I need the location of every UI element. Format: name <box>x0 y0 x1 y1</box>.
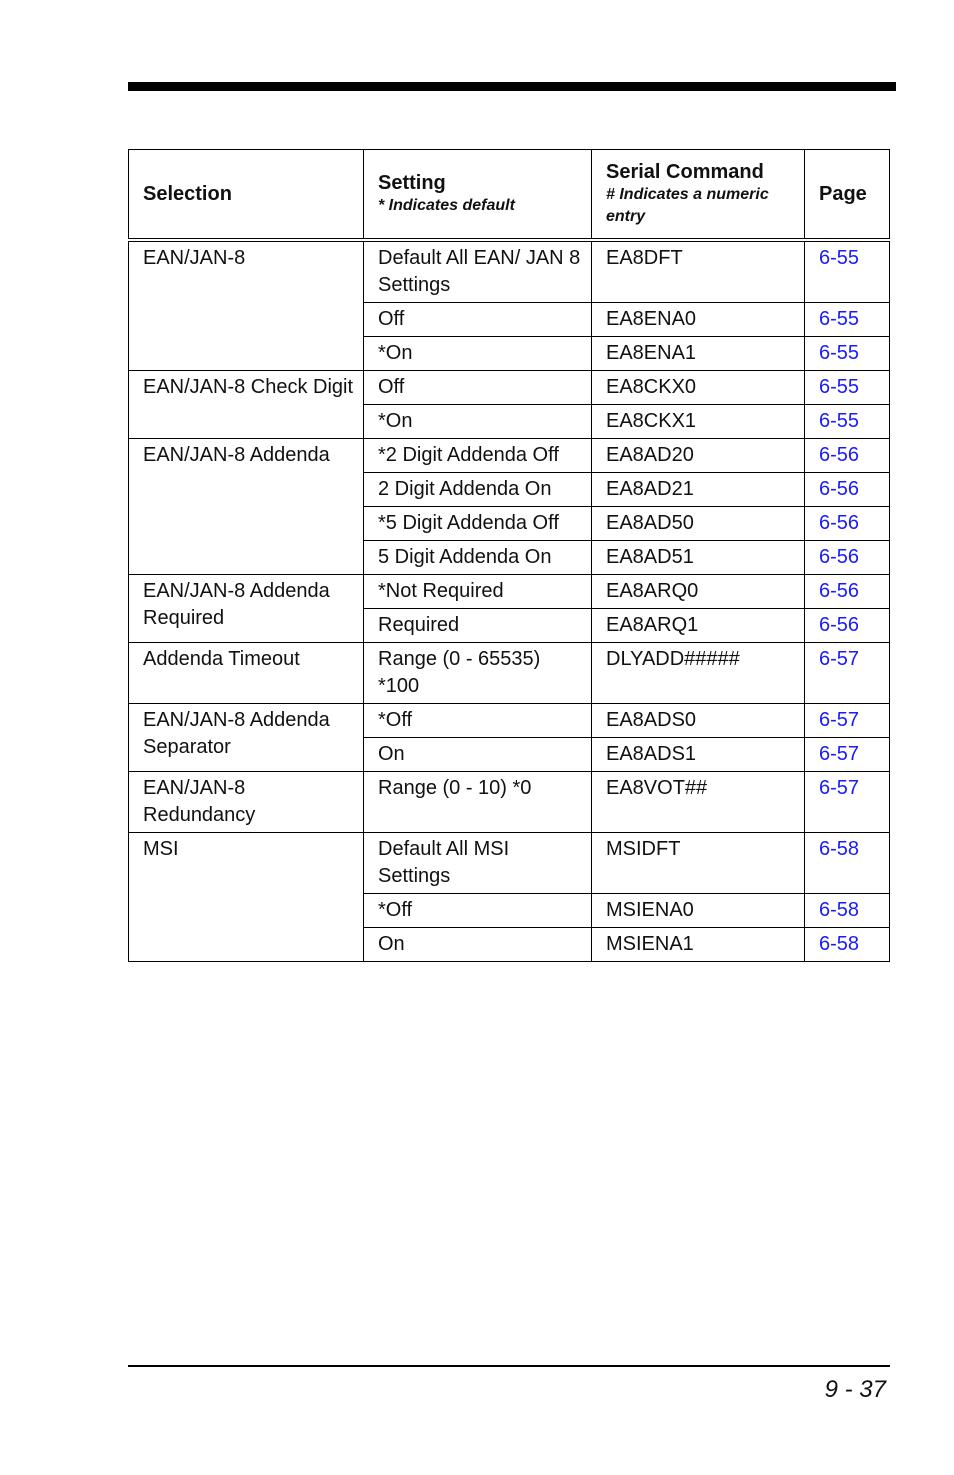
command-cell: EA8ENA1 <box>592 337 805 371</box>
selection-cell: MSI <box>129 833 364 962</box>
setting-cell: *On <box>364 405 592 439</box>
page-link[interactable]: 6-56 <box>805 439 890 473</box>
command-cell: MSIENA1 <box>592 928 805 962</box>
setting-cell: On <box>364 738 592 772</box>
page-link[interactable]: 6-55 <box>805 337 890 371</box>
header-selection: Selection <box>129 150 364 241</box>
table-row <box>129 575 890 609</box>
table-row <box>129 704 890 738</box>
serial-note: # Indicates a numeric entry <box>606 185 769 225</box>
command-cell: EA8ENA0 <box>592 303 805 337</box>
setting-cell: *Not Required <box>364 575 592 609</box>
header-serial-command: Serial Command # Indicates a numeric entry <box>592 150 805 241</box>
selection-cell: EAN/JAN-8 Addenda Required <box>129 575 364 643</box>
setting-cell: Default All MSI Settings <box>364 833 592 894</box>
selection-cell: Addenda Timeout <box>129 643 364 704</box>
setting-cell: *Off <box>364 894 592 928</box>
page-link[interactable]: 6-55 <box>805 405 890 439</box>
table-row <box>129 833 890 894</box>
command-cell: EA8AD50 <box>592 507 805 541</box>
setting-cell: *Off <box>364 704 592 738</box>
selection-cell: EAN/JAN-8 <box>129 240 364 371</box>
command-cell: MSIDFT <box>592 833 805 894</box>
page-link[interactable]: 6-55 <box>805 240 890 303</box>
command-cell: EA8DFT <box>592 240 805 303</box>
page-link[interactable]: 6-58 <box>805 894 890 928</box>
page-link[interactable]: 6-57 <box>805 772 890 833</box>
command-cell: EA8ARQ0 <box>592 575 805 609</box>
page-link[interactable]: 6-55 <box>805 371 890 405</box>
command-cell: EA8AD51 <box>592 541 805 575</box>
setting-cell: *2 Digit Addenda Off <box>364 439 592 473</box>
setting-cell: 2 Digit Addenda On <box>364 473 592 507</box>
setting-cell: Required <box>364 609 592 643</box>
selection-cell: EAN/JAN-8 Redundancy <box>129 772 364 833</box>
table-row <box>129 371 890 405</box>
page-link[interactable]: 6-56 <box>805 575 890 609</box>
page-link[interactable]: 6-56 <box>805 541 890 575</box>
table-row <box>129 643 890 704</box>
setting-cell: Off <box>364 303 592 337</box>
footer-rule <box>128 1365 890 1367</box>
selection-cell: EAN/JAN-8 Addenda <box>129 439 364 575</box>
command-cell: EA8CKX0 <box>592 371 805 405</box>
command-cell: EA8ARQ1 <box>592 609 805 643</box>
setting-cell: Range (0 - 65535) *100 <box>364 643 592 704</box>
command-cell: EA8AD20 <box>592 439 805 473</box>
command-cell: EA8AD21 <box>592 473 805 507</box>
command-cell: DLYADD##### <box>592 643 805 704</box>
header-rule <box>128 82 896 91</box>
setting-cell: Range (0 - 10) *0 <box>364 772 592 833</box>
command-cell: EA8ADS0 <box>592 704 805 738</box>
command-cell: EA8ADS1 <box>592 738 805 772</box>
page-link[interactable]: 6-56 <box>805 507 890 541</box>
page-link[interactable]: 6-55 <box>805 303 890 337</box>
table-row <box>129 240 890 303</box>
setting-cell: Off <box>364 371 592 405</box>
page-link[interactable]: 6-58 <box>805 833 890 894</box>
page-link[interactable]: 6-56 <box>805 473 890 507</box>
page-number: 9 - 37 <box>824 1376 886 1403</box>
selection-cell: EAN/JAN-8 Addenda Separator <box>129 704 364 772</box>
page-link[interactable]: 6-57 <box>805 643 890 704</box>
header-page: Page <box>805 150 890 241</box>
setting-cell: *On <box>364 337 592 371</box>
page-link[interactable]: 6-58 <box>805 928 890 962</box>
command-cell: MSIENA0 <box>592 894 805 928</box>
command-cell: EA8CKX1 <box>592 405 805 439</box>
page-link[interactable]: 6-57 <box>805 704 890 738</box>
setting-cell: Default All EAN/ JAN 8 Settings <box>364 240 592 303</box>
table-row <box>129 439 890 473</box>
table-header-row <box>129 150 890 241</box>
setting-note: * Indicates default <box>378 196 515 214</box>
selection-cell: EAN/JAN-8 Check Digit <box>129 371 364 439</box>
command-cell: EA8VOT## <box>592 772 805 833</box>
serial-command-table <box>128 149 890 962</box>
header-setting: Setting * Indicates default <box>364 150 592 241</box>
setting-cell: *5 Digit Addenda Off <box>364 507 592 541</box>
page-link[interactable]: 6-56 <box>805 609 890 643</box>
page-link[interactable]: 6-57 <box>805 738 890 772</box>
setting-cell: 5 Digit Addenda On <box>364 541 592 575</box>
setting-cell: On <box>364 928 592 962</box>
table-row <box>129 772 890 833</box>
